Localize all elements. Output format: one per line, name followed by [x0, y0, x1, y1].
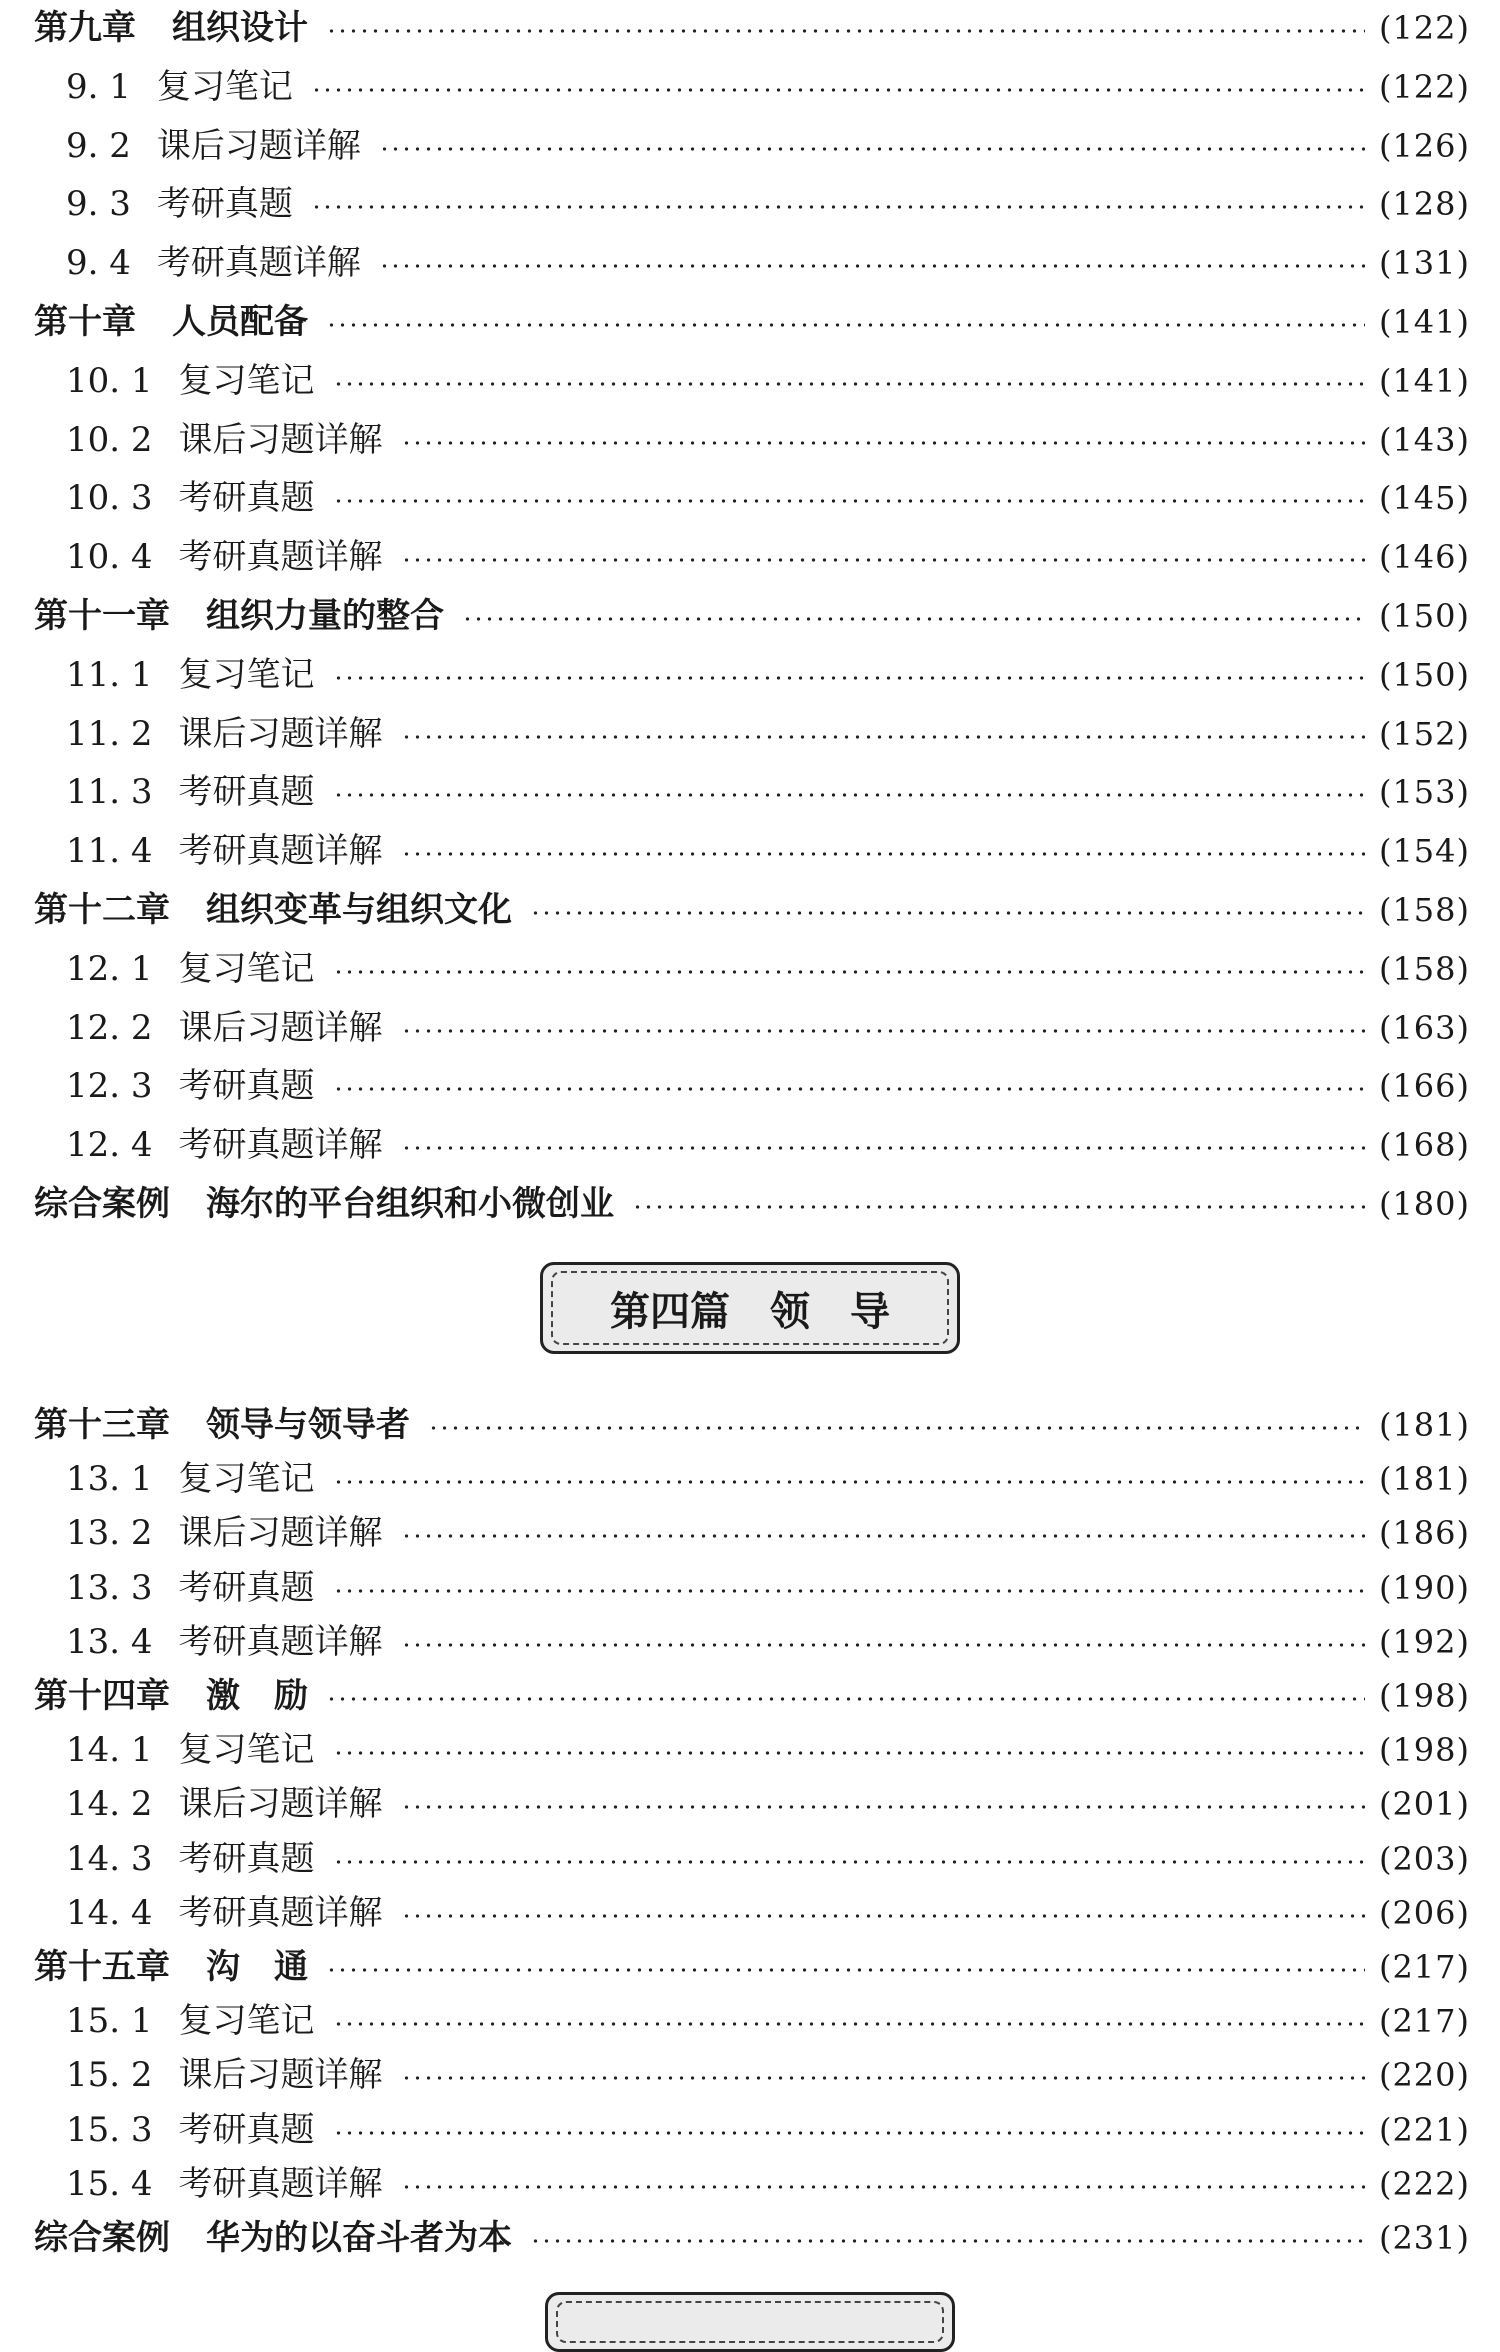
entry-title: 复习笔记 [178, 2001, 315, 2042]
entry-number: 13. 4 [66, 1621, 153, 1662]
part-heading-banner [540, 1262, 960, 1354]
toc-section-entry[interactable] [66, 1614, 1470, 1670]
entry-title: 复习笔记 [178, 360, 315, 401]
entry-title: 考研真题详解 [178, 537, 383, 578]
entry-number: 12. 4 [66, 1125, 153, 1166]
entry-page-number: (222) [1378, 2164, 1470, 2203]
entry-title: 人员配备 [172, 302, 308, 342]
entry-page-number: (217) [1378, 1948, 1470, 1986]
entry-page-number: (153) [1378, 773, 1470, 812]
toc-section-entry[interactable] [66, 1117, 1470, 1173]
entry-title: 华为的以奋斗者为本 [206, 2218, 512, 2258]
dot-leader [401, 852, 1365, 856]
entry-page-number: (201) [1378, 1785, 1470, 1824]
entry-page-number: (158) [1378, 949, 1470, 988]
dot-leader [462, 617, 1365, 621]
entry-number: 11. 4 [66, 831, 153, 872]
toc-section-entry[interactable] [66, 941, 1470, 997]
entry-title: 领导与领导者 [206, 1405, 410, 1445]
entry-number: 15. 2 [66, 2055, 153, 2096]
entry-title: 复习笔记 [178, 1459, 315, 1500]
dot-leader [333, 1480, 1365, 1484]
entry-title: 考研真题详解 [178, 831, 383, 872]
entry-title: 课后习题详解 [178, 713, 383, 754]
entry-page-number: (180) [1378, 1185, 1470, 1223]
entry-page-number: (122) [1378, 67, 1470, 106]
dot-leader [333, 2131, 1365, 2135]
entry-page-number: (181) [1378, 1406, 1470, 1444]
dot-leader [401, 2076, 1365, 2080]
dot-leader [401, 1029, 1365, 1033]
toc-section-entry[interactable] [66, 412, 1470, 468]
entry-number: 11. 2 [66, 713, 153, 754]
dot-leader [333, 1751, 1365, 1755]
toc-section-entry[interactable] [66, 1505, 1470, 1561]
entry-title: 复习笔记 [178, 1730, 315, 1771]
dot-leader [333, 499, 1365, 503]
entry-number: 第九章 [34, 8, 136, 48]
dot-leader [530, 2239, 1365, 2243]
entry-number: 10. 1 [66, 360, 153, 401]
toc-section-entry[interactable] [66, 1058, 1470, 1114]
dot-leader [632, 1205, 1365, 1209]
toc-chapter-entry[interactable] [34, 1176, 1470, 1232]
entry-number: 14. 1 [66, 1730, 153, 1771]
dot-leader [401, 441, 1365, 445]
toc-section-entry[interactable] [66, 823, 1470, 879]
entry-page-number: (145) [1378, 479, 1470, 518]
entry-page-number: (198) [1378, 1677, 1470, 1715]
entry-number: 14. 2 [66, 1784, 153, 1825]
entry-page-number: (192) [1378, 1622, 1470, 1661]
dot-leader [311, 205, 1365, 209]
dot-leader [401, 1643, 1365, 1647]
entry-number: 13. 1 [66, 1459, 153, 1500]
toc-chapter-entry[interactable] [34, 1397, 1470, 1453]
entry-page-number: (141) [1378, 361, 1470, 400]
dot-leader [326, 323, 1365, 327]
toc-section-entry[interactable] [66, 2156, 1470, 2212]
toc-section-entry[interactable] [66, 470, 1470, 526]
toc-section-entry[interactable] [66, 59, 1470, 115]
entry-number: 11. 1 [66, 654, 153, 695]
dot-leader [379, 264, 1365, 268]
toc-section-entry[interactable] [66, 2102, 1470, 2158]
entry-number: 第十一章 [34, 596, 170, 636]
entry-number: 12. 3 [66, 1066, 153, 1107]
entry-number: 9. 1 [66, 66, 131, 107]
entry-page-number: (154) [1378, 832, 1470, 871]
entry-title: 沟 通 [206, 1947, 308, 1987]
dot-leader [333, 676, 1365, 680]
toc-chapter-entry[interactable] [34, 2210, 1470, 2266]
entry-number: 9. 4 [66, 243, 131, 284]
dot-leader [333, 1087, 1365, 1091]
entry-title: 组织设计 [172, 8, 308, 48]
toc-section-entry[interactable] [66, 1560, 1470, 1616]
entry-page-number: (203) [1378, 1839, 1470, 1878]
entry-number: 12. 1 [66, 948, 153, 989]
entry-number: 第十四章 [34, 1676, 170, 1716]
toc-chapter-entry[interactable] [34, 294, 1470, 350]
entry-page-number: (168) [1378, 1126, 1470, 1165]
entry-page-number: (186) [1378, 1514, 1470, 1553]
entry-title: 激 励 [206, 1676, 308, 1716]
entry-title: 课后习题详解 [178, 1007, 383, 1048]
entry-number: 14. 4 [66, 1892, 153, 1933]
dot-leader [326, 29, 1365, 33]
entry-number: 12. 2 [66, 1007, 153, 1048]
entry-number: 第十章 [34, 302, 136, 342]
toc-section-entry[interactable] [66, 529, 1470, 585]
dot-leader [333, 2022, 1365, 2026]
entry-number: 10. 2 [66, 419, 153, 460]
entry-page-number: (128) [1378, 185, 1470, 224]
dot-leader [333, 793, 1365, 797]
toc-section-entry[interactable] [66, 706, 1470, 762]
entry-title: 课后习题详解 [178, 2055, 383, 2096]
entry-title: 课后习题详解 [156, 125, 361, 166]
dot-leader [530, 911, 1365, 915]
entry-number: 14. 3 [66, 1838, 153, 1879]
entry-page-number: (126) [1378, 126, 1470, 165]
dot-leader [401, 1805, 1365, 1809]
entry-page-number: (150) [1378, 597, 1470, 635]
toc-section-entry[interactable] [66, 1885, 1470, 1941]
dot-leader [401, 1914, 1365, 1918]
toc-section-entry[interactable] [66, 118, 1470, 174]
entry-number: 15. 4 [66, 2163, 153, 2204]
entry-title: 课后习题详解 [178, 419, 383, 460]
toc-section-entry[interactable] [66, 1776, 1470, 1832]
toc-section-entry[interactable] [66, 176, 1470, 232]
entry-page-number: (146) [1378, 538, 1470, 577]
toc-section-entry[interactable] [66, 1722, 1470, 1778]
entry-title: 考研真题 [178, 772, 315, 813]
dot-leader [326, 1968, 1365, 1972]
part-heading: 第四篇 领 导 [610, 1288, 890, 1335]
entry-page-number: (181) [1378, 1460, 1470, 1499]
toc-section-entry[interactable] [66, 2047, 1470, 2103]
toc-section-entry[interactable] [66, 1831, 1470, 1887]
entry-title: 组织力量的整合 [206, 596, 444, 636]
entry-number: 9. 3 [66, 184, 131, 225]
entry-number: 10. 3 [66, 478, 153, 519]
toc-section-entry[interactable] [66, 764, 1470, 820]
entry-title: 考研真题 [178, 1066, 315, 1107]
entry-title: 考研真题详解 [178, 1621, 383, 1662]
toc-chapter-entry[interactable] [34, 588, 1470, 644]
entry-title: 考研真题 [178, 1838, 315, 1879]
toc-chapter-entry[interactable] [34, 1939, 1470, 1995]
toc-section-entry[interactable] [66, 647, 1470, 703]
entry-title: 考研真题 [156, 184, 293, 225]
dot-leader [401, 1534, 1365, 1538]
dot-leader [401, 558, 1365, 562]
entry-number: 13. 3 [66, 1567, 153, 1608]
dot-leader [428, 1426, 1365, 1430]
entry-page-number: (190) [1378, 1568, 1470, 1607]
entry-title: 海尔的平台组织和小微创业 [206, 1184, 614, 1224]
entry-number: 10. 4 [66, 537, 153, 578]
entry-title: 复习笔记 [178, 948, 315, 989]
entry-number: 综合案例 [34, 2218, 170, 2258]
entry-number: 第十二章 [34, 890, 170, 930]
entry-title: 考研真题 [178, 478, 315, 519]
entry-number: 9. 2 [66, 125, 131, 166]
entry-page-number: (143) [1378, 420, 1470, 459]
dot-leader [333, 1860, 1365, 1864]
entry-title: 考研真题详解 [178, 1892, 383, 1933]
entry-page-number: (163) [1378, 1008, 1470, 1047]
entry-page-number: (158) [1378, 891, 1470, 929]
dot-leader [333, 970, 1365, 974]
toc-chapter-entry[interactable] [34, 1668, 1470, 1724]
toc-chapter-entry[interactable] [34, 882, 1470, 938]
entry-title: 复习笔记 [156, 66, 293, 107]
entry-page-number: (166) [1378, 1067, 1470, 1106]
entry-title: 考研真题 [178, 2109, 315, 2150]
toc-section-entry[interactable] [66, 1451, 1470, 1507]
entry-page-number: (150) [1378, 655, 1470, 694]
dot-leader [333, 382, 1365, 386]
dot-leader [333, 1589, 1365, 1593]
entry-page-number: (141) [1378, 303, 1470, 341]
dot-leader [401, 735, 1365, 739]
dot-leader [311, 88, 1365, 92]
entry-number: 综合案例 [34, 1184, 170, 1224]
entry-title: 考研真题详解 [178, 2163, 383, 2204]
entry-title: 考研真题详解 [178, 1125, 383, 1166]
entry-number: 15. 3 [66, 2109, 153, 2150]
entry-title: 课后习题详解 [178, 1513, 383, 1554]
dot-leader [326, 1697, 1365, 1701]
entry-page-number: (131) [1378, 244, 1470, 283]
toc-chapter-entry[interactable] [34, 0, 1470, 56]
entry-page-number: (221) [1378, 2110, 1470, 2149]
next-part-banner [545, 2292, 955, 2352]
entry-page-number: (206) [1378, 1893, 1470, 1932]
entry-page-number: (217) [1378, 2002, 1470, 2041]
entry-page-number: (231) [1378, 2219, 1470, 2257]
entry-number: 15. 1 [66, 2001, 153, 2042]
entry-page-number: (122) [1378, 9, 1470, 47]
entry-title: 课后习题详解 [178, 1784, 383, 1825]
dot-leader [401, 1146, 1365, 1150]
entry-number: 第十五章 [34, 1947, 170, 1987]
dot-leader [401, 2185, 1365, 2189]
toc-section-entry[interactable] [66, 1993, 1470, 2049]
entry-number: 13. 2 [66, 1513, 153, 1554]
toc-section-entry[interactable] [66, 1000, 1470, 1056]
toc-section-entry[interactable] [66, 235, 1470, 291]
dot-leader [379, 147, 1365, 151]
entry-title: 考研真题 [178, 1567, 315, 1608]
entry-title: 组织变革与组织文化 [206, 890, 512, 930]
entry-page-number: (220) [1378, 2056, 1470, 2095]
entry-title: 考研真题详解 [156, 243, 361, 284]
entry-number: 第十三章 [34, 1405, 170, 1445]
toc-section-entry[interactable] [66, 353, 1470, 409]
entry-page-number: (152) [1378, 714, 1470, 753]
entry-number: 11. 3 [66, 772, 153, 813]
entry-page-number: (198) [1378, 1731, 1470, 1770]
entry-title: 复习笔记 [178, 654, 315, 695]
